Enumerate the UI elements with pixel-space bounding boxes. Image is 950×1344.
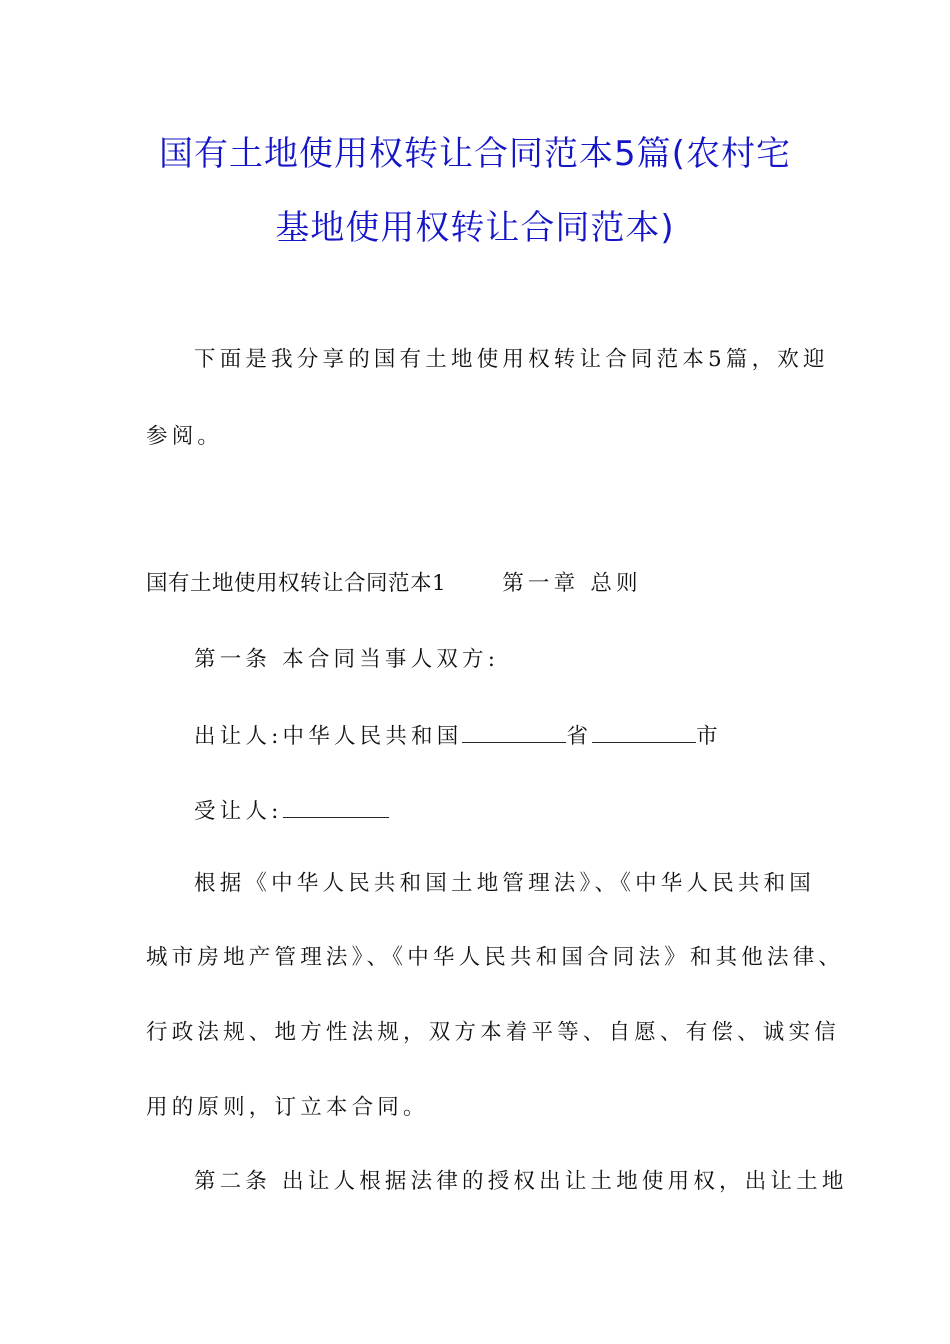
document-title-line-1: 国有土地使用权转让合同范本5篇(农村宅 bbox=[159, 134, 791, 174]
chapter-heading: 第一章 总则 bbox=[502, 571, 642, 596]
transferee-line bbox=[194, 795, 389, 826]
city-suffix: 市 bbox=[696, 724, 722, 749]
province-suffix: 省 bbox=[566, 724, 593, 749]
article-2-line-1: 第二条 出让人根据法律的授权出让土地使用权，出让土地 bbox=[194, 1169, 848, 1194]
paragraph-line-2: 城市房地产管理法》、《中华人民共和国合同法》和其他法律、 bbox=[146, 945, 845, 970]
paragraph-line-4: 用的原则，订立本合同。 bbox=[146, 1095, 429, 1120]
city-blank bbox=[592, 720, 696, 743]
intro-line-1: 下面是我分享的国有土地使用权转让合同范本5篇，欢迎 bbox=[194, 347, 829, 372]
document-title-line-2: 基地使用权转让合同范本) bbox=[275, 208, 675, 248]
section-heading: 国有土地使用权转让合同范本1 bbox=[146, 571, 447, 596]
transferor-line bbox=[194, 720, 722, 751]
transferee-label: 受让人: bbox=[194, 799, 283, 824]
province-blank bbox=[462, 720, 566, 743]
paragraph-line-1: 根据《中华人民共和国土地管理法》、《中华人民共和国 bbox=[194, 871, 816, 896]
article-1: 第一条 本合同当事人双方: bbox=[194, 647, 500, 672]
intro-line-2: 参阅。 bbox=[146, 424, 224, 449]
transferee-blank bbox=[283, 795, 389, 818]
paragraph-line-3: 行政法规、地方性法规，双方本着平等、自愿、有偿、诚实信 bbox=[146, 1020, 840, 1045]
transferor-label: 出让人:中华人民共和国 bbox=[194, 724, 463, 749]
section-heading-line bbox=[146, 570, 642, 598]
